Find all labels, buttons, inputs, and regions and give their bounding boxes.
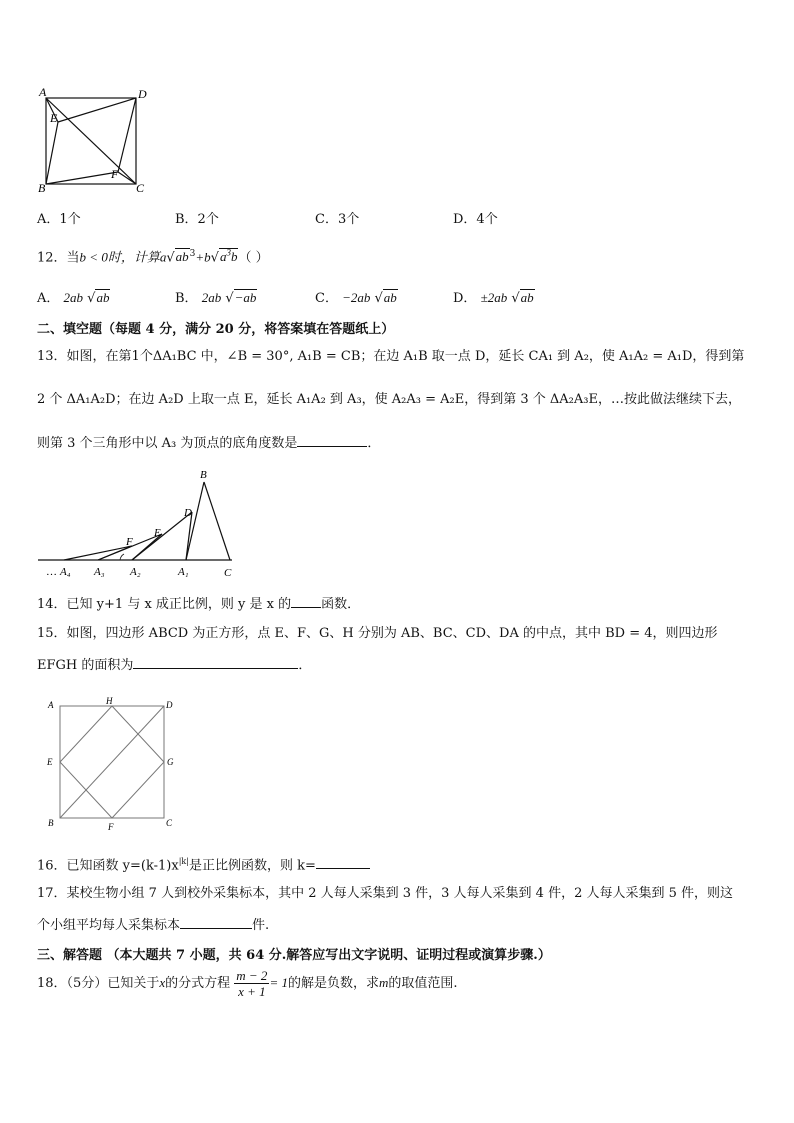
q15-line-2: EFGH 的面积为 ． bbox=[37, 658, 312, 673]
q14-answer-blank[interactable] bbox=[291, 595, 321, 608]
q11-label-A: A bbox=[39, 85, 47, 99]
q17-answer-blank[interactable] bbox=[180, 916, 252, 929]
q15-figure bbox=[40, 694, 180, 834]
q15-line-1: 15．如图，四边形 ABCD 为正方形，点 E、F、G、H 分别为 AB、BC、CD、DA 的中点，其中 BD = 4，则四边形 bbox=[37, 626, 718, 641]
q13-label-A2: A₂ bbox=[130, 566, 141, 578]
q15-label-F: F bbox=[108, 822, 114, 832]
q11-label-E: E bbox=[50, 111, 58, 125]
q13-line-2: 2 个 ΔA₁A₂D；在边 A₂D 上取一点 E，延长 A₁A₂ 到 A₃，使 A₂A₃ = A₂E，得到第 3 个 ΔA₂A₃E，…按此做法继续下去， bbox=[37, 392, 741, 407]
q12-option-d: D． ±2ab √ab bbox=[453, 290, 534, 306]
q11-option-d: D．4个 bbox=[453, 212, 498, 227]
q12-option-c: C． −2ab √ab bbox=[315, 290, 397, 306]
q16-text: 16．已知函数 $y=(k-1)x^{|k|}$是正比例函数，则 k= bbox=[37, 854, 370, 874]
q13-figure bbox=[36, 466, 246, 581]
q15-label-E: E bbox=[47, 757, 53, 767]
q13-label-B: B bbox=[200, 469, 207, 481]
q11-option-c: C．3个 bbox=[315, 212, 360, 227]
q11-label-C: C bbox=[136, 181, 145, 194]
q17-line-1: 17．某校生物小组 7 人到校外采集标本，其中 2 人每人采集到 3 件，3 人每人采集到 4 件，2 人每人采集到 5 件，则这 bbox=[37, 886, 734, 901]
q15-label-C: C bbox=[166, 818, 173, 828]
q13-line-3: 则第 3 个三角形中以 A₃ 为顶点的底角度数是 ． bbox=[37, 436, 381, 451]
q15-label-D: D bbox=[166, 700, 173, 710]
q13-label-F: F bbox=[126, 536, 133, 548]
q15-label-H: H bbox=[106, 696, 113, 706]
q17-line-2: 个小组平均每人采集标本 件. bbox=[37, 918, 270, 933]
q18-fraction: $\frac{m - 2}{x + 1}$ bbox=[236, 968, 268, 999]
q11-option-b: B．2个 bbox=[175, 212, 219, 227]
q15-label-G: G bbox=[167, 757, 174, 767]
q18-text: 18．（5分）已知关于x的分式方程 $\frac{m - 2}{x + 1}$ = 1的解是负数，求m的取值范围. bbox=[37, 968, 458, 999]
q13-label-A3: A₃ bbox=[94, 566, 105, 578]
q13-answer-blank[interactable] bbox=[297, 434, 367, 447]
q11-label-B: B bbox=[38, 181, 46, 194]
q12-stem: 12．当b < 0时，计算$a√ab^3+b√a^3b$（ ） bbox=[37, 248, 269, 266]
q11-option-a: A．1个 bbox=[37, 212, 81, 227]
q16-answer-blank[interactable] bbox=[316, 856, 370, 869]
q12-option-a: A． 2ab √ab bbox=[37, 290, 110, 306]
q13-label-A4: A₄ bbox=[60, 566, 71, 578]
q15-label-B: B bbox=[48, 818, 54, 828]
q12-option-b: B． 2ab √−ab bbox=[175, 290, 257, 306]
q13-label-dots: … bbox=[46, 566, 57, 578]
q11-label-D: D bbox=[138, 87, 147, 101]
q11-figure bbox=[36, 84, 156, 194]
q15-answer-blank[interactable] bbox=[133, 656, 298, 669]
q14-text: 14．已知 y+1 与 x 成正比例，则 y 是 x 的 函数． bbox=[37, 597, 361, 612]
section-3-heading: 三、解答题 （本大题共 7 小题，共 64 分.解答应写出文字说明、证明过程或演算步骤.） bbox=[37, 948, 551, 963]
q13-label-A1: A₁ bbox=[178, 566, 189, 578]
q13-label-C: C bbox=[224, 567, 232, 579]
q15-label-A: A bbox=[48, 700, 54, 710]
q13-label-E: E bbox=[154, 527, 161, 539]
q13-label-D: D bbox=[184, 507, 192, 519]
section-2-heading: 二、填空题（每题 4 分，满分 20 分，将答案填在答题纸上） bbox=[37, 322, 395, 337]
q11-label-F: F bbox=[111, 167, 119, 181]
q13-line-1: 13．如图，在第1个ΔA₁BC 中，∠B = 30°, A₁B = CB；在边 A₁B 取一点 D，延长 CA₁ 到 A₂，使 A₁A₂ = A₁D，得到第 bbox=[37, 349, 745, 364]
